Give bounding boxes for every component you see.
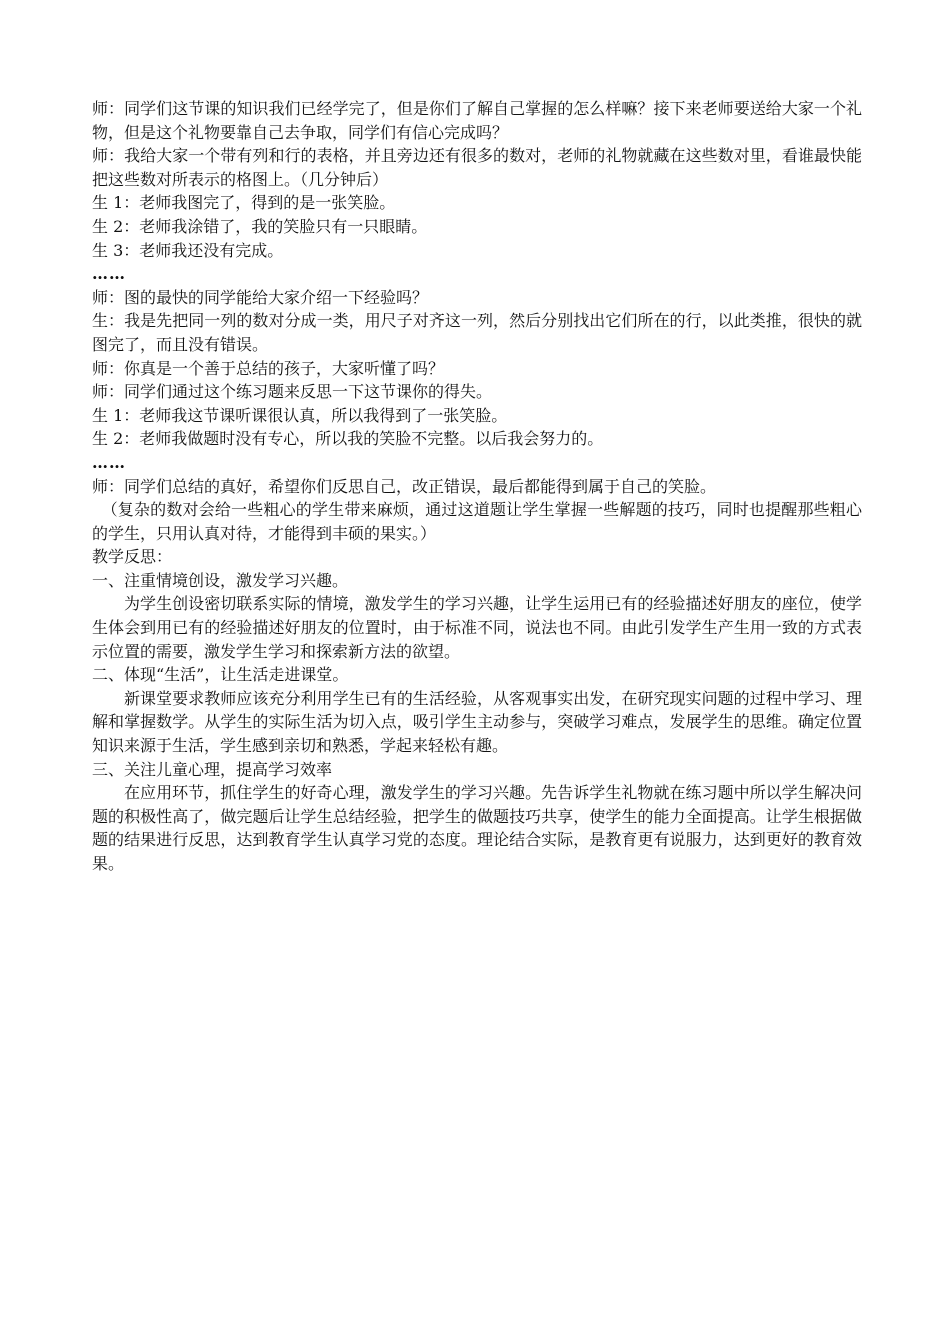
reflection-title: 教学反思： <box>92 547 173 567</box>
ellipsis-separator: …… <box>92 264 126 284</box>
document-body <box>92 97 862 876</box>
dialogue-line: 生 1：老师我图完了，得到的是一张笑脸。 <box>92 193 396 213</box>
ellipsis-separator: …… <box>92 452 126 472</box>
dialogue-line: 生：我是先把同一列的数对分成一类，用尺子对齐这一列，然后分别找出它们所在的行，以此类推，很快的就图完了，而且没有错误。 <box>92 311 862 354</box>
section-heading: 三、关注儿童心理，提高学习效率 <box>92 759 333 779</box>
dialogue-line: 生 3：老师我还没有完成。 <box>92 240 284 260</box>
dialogue-line: 师：图的最快的同学能给大家介绍一下经验吗？ <box>92 287 429 307</box>
section-body: 为学生创设密切联系实际的情境，激发学生的学习兴趣，让学生运用已有的经验描述好朋友的座位，使学生体会到用已有的经验描述好朋友的位置时，由于标准不同，说法也不同。由此引发学生产生用一致的方式表示位置的需要，激发学生学习和探索新方法的欲望。 <box>92 594 862 661</box>
closing-line: 师：同学们总结的真好，希望你们反思自己，改正错误，最后都能得到属于自己的笑脸。 <box>92 476 717 496</box>
section-body: 新课堂要求教师应该充分利用学生已有的生活经验，从客观事实出发，在研究现实问题的过程中学习、理解和掌握数学。从学生的实际生活为切入点，吸引学生主动参与，突破学习难点，发展学生的思维。确定位置知识来源于生活，学生感到亲切和熟悉，学起来轻松有趣。 <box>92 688 862 756</box>
section-body: 在应用环节，抓住学生的好奇心理，激发学生的学习兴趣。先告诉学生礼物就在练习题中所以学生解决问题的积极性高了，做完题后让学生总结经验，把学生的做题技巧共享，使学生的能力全面提高。让学生根据做题的结果进行反思，达到教育学生认真学习党的态度。理论结合实际，是教育更有说服力，达到更好的教育效果。 <box>92 783 862 873</box>
dialogue-line: 师：我给大家一个带有列和行的表格，并且旁边还有很多的数对，老师的礼物就藏在这些数对里，看谁最快能把这些数对所表示的格图上。（几分钟后） <box>92 146 862 189</box>
dialogue-line: 师：同学们这节课的知识我们已经学完了，但是你们了解自己掌握的怎么样嘛？接下来老师要送给大家一个礼物，但是这个礼物要靠自己去争取，同学们有信心完成吗？ <box>92 99 862 142</box>
dialogue-line: 师：同学们通过这个练习题来反思一下这节课你的得失。 <box>92 382 493 402</box>
dialogue-line: 生 1：老师我这节课听课很认真，所以我得到了一张笑脸。 <box>92 405 508 425</box>
section-heading: 一、注重情境创设，激发学习兴趣。 <box>92 570 349 590</box>
design-note: （复杂的数对会给一些粗心的学生带来麻烦，通过这道题让学生掌握一些解题的技巧，同时也提醒那些粗心的学生，只用认真对待，才能得到丰硕的果实。） <box>92 500 862 543</box>
section-heading: 二、体现“生活”，让生活走进课堂。 <box>92 665 349 685</box>
dialogue-line: 生 2：老师我涂错了，我的笑脸只有一只眼睛。 <box>92 216 428 236</box>
dialogue-line: 师：你真是一个善于总结的孩子，大家听懂了吗？ <box>92 358 445 378</box>
dialogue-line: 生 2：老师我做题时没有专心，所以我的笑脸不完整。以后我会努力的。 <box>92 429 604 449</box>
